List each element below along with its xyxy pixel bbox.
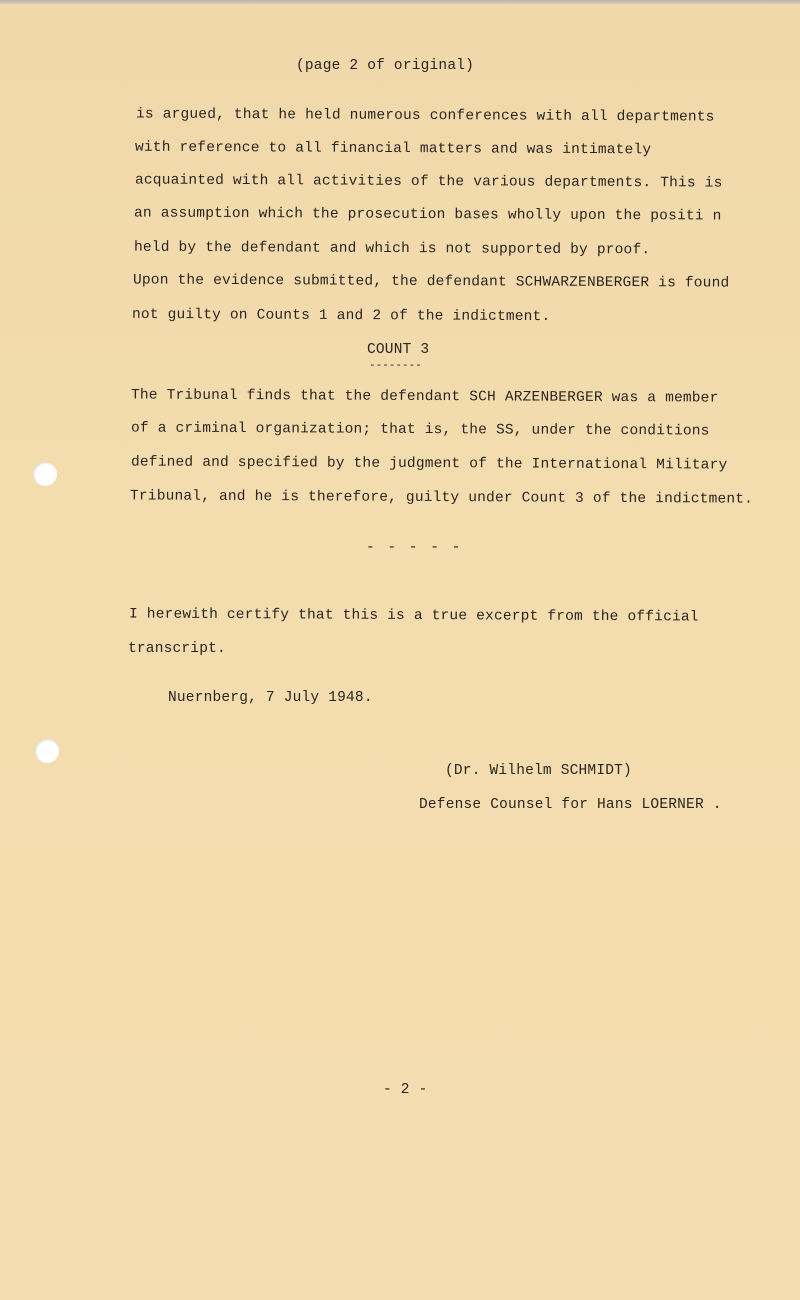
paragraph-line: not guilty on Counts 1 and 2 of the indictment.	[131, 306, 551, 326]
page-top-edge	[0, 0, 800, 4]
paragraph-line: held by the defendant and which is not supported by proof.	[133, 239, 651, 259]
paragraph-line: Tribunal, and he is therefore, guilty under Count 3 of the indictment.	[129, 488, 754, 508]
signature-name: (Dr. Wilhelm SCHMIDT)	[445, 763, 632, 779]
paragraph-line: Upon the evidence submitted, the defendant SCHWARZENBERGER is found	[132, 272, 730, 292]
page-header: (page 2 of original)	[296, 58, 475, 74]
page-number: - 2 -	[383, 1082, 428, 1098]
paragraph-line: defined and specified by the judgment of the International Military	[130, 454, 728, 474]
paragraph-line: acquainted with all activities of the various departments. This is	[134, 172, 723, 192]
section-separator: - - - - -	[366, 540, 463, 556]
paragraph-line: The Tribunal finds that the defendant SCH ARZENBERGER was a member	[130, 387, 719, 407]
place-date: Nuernberg, 7 July 1948.	[168, 690, 373, 706]
paragraph-line: with reference to all financial matters and was intimately	[134, 139, 652, 159]
punch-hole-lower	[35, 739, 59, 763]
paragraph-line: an assumption which the prosecution bases wholly upon the positi n	[133, 205, 722, 225]
paragraph-line: of a criminal organization; that is, the SS, under the conditions	[130, 420, 710, 440]
section-heading-underline: --------	[369, 360, 422, 372]
signature-title: Defense Counsel for Hans LOERNER .	[419, 797, 722, 813]
certification-line: I herewith certify that this is a true excerpt from the official	[128, 606, 699, 626]
certification-line: transcript.	[128, 641, 226, 657]
punch-hole-upper	[33, 462, 57, 486]
section-heading: COUNT 3	[367, 342, 430, 358]
paragraph-line: is argued, that he held numerous conferences with all departments	[135, 106, 715, 126]
